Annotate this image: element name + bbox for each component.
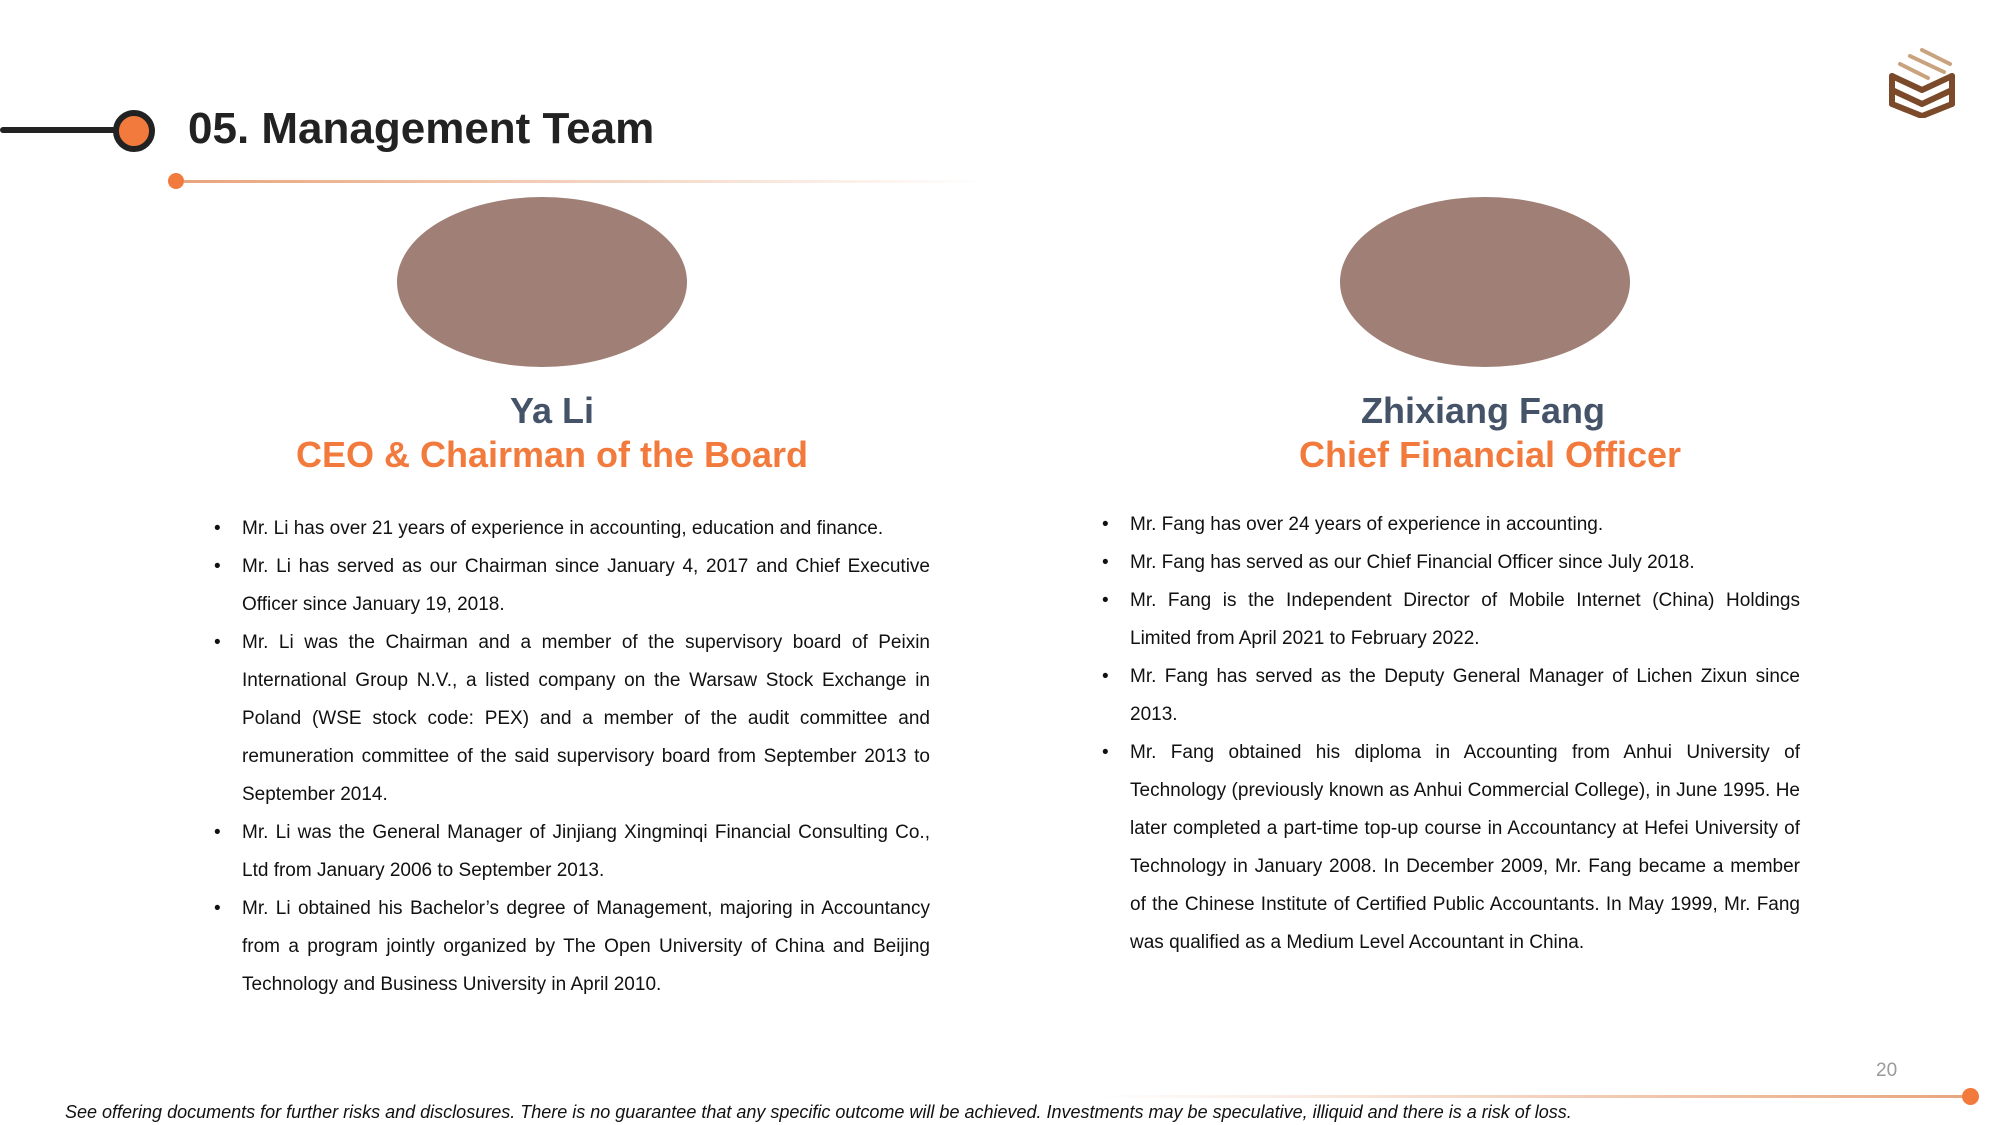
bio-list-ya-li (214, 510, 930, 1004)
bullet-icon: • (214, 556, 221, 577)
photo-zhixiang-fang (1340, 197, 1630, 367)
bullet-icon: • (1102, 552, 1109, 573)
person-role-ya-li: CEO & Chairman of the Board (295, 434, 809, 475)
bullet-icon: • (214, 822, 221, 843)
bio-item (1102, 658, 1800, 734)
page-title: 05. Management Team (188, 104, 655, 153)
bio-list-zhixiang-fang (1102, 506, 1800, 962)
person-role-zhixiang-fang: Chief Financial Officer (1298, 434, 1682, 475)
bio-text: Mr. Fang has served as the Deputy General Manager of Lichen Zixun since 2013. (1130, 666, 1800, 725)
bio-text: Mr. Fang is the Independent Director of Mobile Internet (China) Holdings Limited from April 2021 to February 2022. (1130, 590, 1800, 649)
bullet-icon: • (214, 898, 221, 919)
bio-text: Mr. Li was the General Manager of Jinjiang Xingminqi Financial Consulting Co., Ltd from January 2006 to September 2013. (242, 822, 930, 881)
photo-ya-li (397, 197, 687, 367)
bio-item (1102, 734, 1800, 962)
bio-item (214, 510, 930, 548)
bio-item (214, 814, 930, 890)
bio-item (1102, 506, 1800, 544)
page-number: 20 (1876, 1060, 1898, 1081)
bio-text: Mr. Fang obtained his diploma in Accounting from Anhui University of Technology (previously known as Anhui Commercial College), in June 1995. He later completed a part-time top-up course in Accountancy at Hefei University of Technology in January 2008. In December 2009, Mr. Fang became a member of the Chinese Institute of Certified Public Accountants. In May 1999, Mr. Fang was qualified as a Medium Level Accountant in China. (1130, 742, 1800, 953)
header-line (0, 127, 118, 133)
footer-line (1100, 1095, 1970, 1098)
bio-text: Mr. Fang has served as our Chief Financial Officer since July 2018. (1130, 552, 1695, 573)
bio-text: Mr. Li obtained his Bachelor’s degree of Management, majoring in Accountancy from a program jointly organized by The Open University of China and Beijing Technology and Business University in April 2010. (242, 898, 930, 995)
bio-item (214, 624, 930, 814)
header-dot-icon (113, 110, 155, 152)
bullet-icon: • (1102, 590, 1109, 611)
bio-item (1102, 582, 1800, 658)
bullet-icon: • (1102, 514, 1109, 535)
bio-item (1102, 544, 1800, 582)
bio-item (214, 548, 930, 624)
title-underline-dot (168, 173, 184, 189)
bio-text: Mr. Li has over 21 years of experience in accounting, education and finance. (242, 518, 884, 539)
person-name-zhixiang-fang: Zhixiang Fang (1360, 390, 1605, 431)
bullet-icon: • (1102, 742, 1109, 763)
bio-text: Mr. Li was the Chairman and a member of the supervisory board of Peixin International Group N.V., a listed company on the Warsaw Stock Exchange in Poland (WSE stock code: PEX) and a member of the audit committee and remuneration committee of the said supervisory board from September 2013 to September 2014. (242, 632, 930, 805)
person-name-ya-li: Ya Li (509, 390, 595, 431)
footer-dot-icon (1962, 1088, 1979, 1105)
title-underline (184, 180, 984, 183)
bio-text: Mr. Li has served as our Chairman since January 4, 2017 and Chief Executive Officer since January 19, 2018. (242, 556, 930, 615)
bio-text: Mr. Fang has over 24 years of experience in accounting. (1130, 514, 1604, 535)
bio-item (214, 890, 930, 1004)
stacked-books-logo-icon (1888, 46, 1956, 118)
bullet-icon: • (1102, 666, 1109, 687)
bullet-icon: • (214, 632, 221, 653)
disclaimer-text: See offering documents for further risks and disclosures. There is no guarantee that any specific outcome will be achieved. Investments may be speculative, illiquid and there is a risk of loss. (65, 1102, 1572, 1122)
bullet-icon: • (214, 518, 221, 539)
